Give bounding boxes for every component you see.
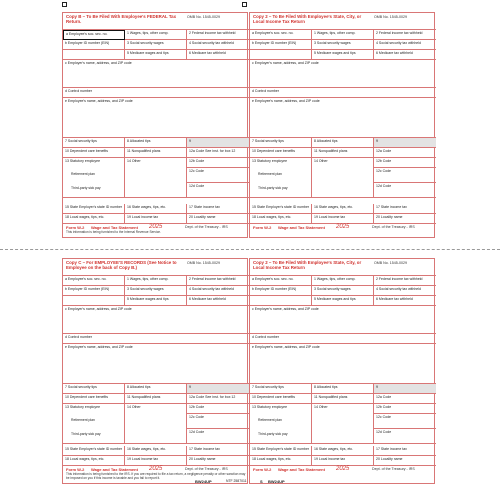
box-17[interactable]: 17 State income tax [187, 446, 249, 456]
box-9: 9 [187, 138, 249, 148]
box-11[interactable]: 11 Nonqualified plans [312, 394, 374, 404]
copy-title: Copy B – To Be Filed With Employee's FEDERAL Tax Return. [66, 14, 177, 24]
alignment-square-left [62, 2, 67, 7]
box-12d[interactable]: 12d Code [374, 183, 436, 198]
tax-year: 2025 [336, 466, 350, 472]
box-5[interactable]: 5 Medicare wages and tips [125, 296, 187, 306]
third-party-sick-pay-label: Third-party sick pay [71, 432, 101, 436]
box-2[interactable]: 2 Federal income tax withheld [187, 30, 249, 40]
box-14[interactable]: 14 Other [312, 158, 374, 198]
box-11[interactable]: 11 Nonqualified plans [125, 394, 187, 404]
form-number: Form W-2 [253, 467, 272, 472]
box-4[interactable]: 4 Social security tax withheld [187, 286, 249, 296]
box-5[interactable]: 5 Medicare wages and tips [312, 50, 374, 60]
alignment-square-right [242, 2, 247, 7]
box-9: 9 [374, 384, 436, 394]
box-2[interactable]: 2 Federal income tax withheld [374, 276, 436, 286]
box-1[interactable]: 1 Wages, tips, other comp. [312, 30, 374, 40]
form-name: Wage and Tax Statement [278, 225, 325, 230]
box-15[interactable]: 15 State Employer's state ID number [63, 204, 125, 214]
box-a[interactable]: a Employee's soc. sec. no. [250, 276, 312, 286]
box-17[interactable]: 17 State income tax [187, 204, 249, 214]
copy-title: Copy C – For EMPLOYEE'S RECORDS (See Notice to Employee on the back of Copy B.) [66, 260, 177, 270]
box-13[interactable]: 13 Statutory employee Retirement plan Third-party sick pay [250, 404, 312, 444]
box-9: 9 [374, 138, 436, 148]
form-name: Wage and Tax Statement [278, 467, 325, 472]
box-1[interactable]: 1 Wages, tips, other comp. [125, 276, 187, 286]
form-footer [250, 224, 436, 239]
box-12a[interactable]: 12a Code [374, 148, 436, 158]
form-number: Form W-2 [66, 467, 85, 472]
box-8[interactable]: 8 Allocated tips [312, 138, 374, 148]
box-e[interactable]: e Employee's name, address, and ZIP code [250, 344, 436, 384]
box-12b[interactable]: 12b Code [187, 158, 249, 168]
box-e[interactable]: e Employee's name, address, and ZIP code [63, 98, 249, 138]
box-20[interactable]: 20 Locality name [374, 214, 436, 224]
box-17[interactable]: 17 State income tax [374, 204, 436, 214]
box-10[interactable]: 10 Dependent care benefits [250, 148, 312, 158]
box-12b[interactable]: 12b Code [374, 404, 436, 414]
box-b[interactable]: b Employer ID number (EIN) [250, 286, 312, 296]
box-14[interactable]: 14 Other [125, 404, 187, 444]
box-d[interactable]: d Control number [63, 334, 249, 344]
box-20[interactable]: 20 Locality name [187, 214, 249, 224]
box-c-start[interactable] [63, 296, 125, 306]
box-11[interactable]: 11 Nonqualified plans [312, 148, 374, 158]
box-6[interactable]: 6 Medicare tax withheld [187, 296, 249, 306]
box-12a[interactable]: 12a Code [374, 394, 436, 404]
box-16[interactable]: 16 State wages, tips, etc. [125, 446, 187, 456]
box-16[interactable]: 16 State wages, tips, etc. [312, 446, 374, 456]
box-4[interactable]: 4 Social security tax withheld [187, 40, 249, 50]
form-name: Wage and Tax Statement [91, 467, 138, 472]
box-c-start[interactable] [250, 50, 312, 60]
box-8[interactable]: 8 Allocated tips [125, 138, 187, 148]
box-1[interactable]: 1 Wages, tips, other comp. [312, 276, 374, 286]
box-13[interactable]: 13 Statutory employee Retirement plan Third-party sick pay [63, 404, 125, 444]
box-d[interactable]: d Control number [250, 334, 436, 344]
box-12c[interactable]: 12c Code [187, 168, 249, 183]
box-11[interactable]: 11 Nonqualified plans [125, 148, 187, 158]
omb-number: OMB No. 1545-0029 [374, 15, 407, 19]
box-b[interactable]: b Employer ID number (EIN) [63, 40, 125, 50]
box-10[interactable]: 10 Dependent care benefits [63, 394, 125, 404]
box-7[interactable]: 7 Social security tips [250, 138, 312, 148]
copy-note: This information is being furnished to the IRS. If you are required to file a tax return, a negligence penalty or other sanction may be imposed on you if this income is taxable and you fail to report it. [66, 472, 246, 480]
tax-year: 2025 [336, 224, 350, 230]
omb-number: OMB No. 1545-0029 [187, 261, 220, 265]
form-copy-2-top [249, 12, 435, 238]
box-c[interactable]: c Employer's name, address, and ZIP code [63, 306, 249, 334]
form-footer [63, 466, 249, 485]
box-15[interactable]: 15 State Employer's state ID number [63, 446, 125, 456]
tax-year: 2025 [149, 466, 163, 472]
copy-note: This information is being furnished to the Internal Revenue Service. [66, 230, 161, 234]
box-19[interactable]: 19 Local income tax [312, 214, 374, 224]
box-9: 9 [187, 384, 249, 394]
box-20[interactable]: 20 Locality name [374, 456, 436, 466]
form-header [250, 13, 436, 30]
dept-label: Dept. of the Treasury - IRS [372, 225, 415, 229]
box-12b[interactable]: 12b Code [374, 158, 436, 168]
box-4[interactable]: 4 Social security tax withheld [374, 286, 436, 296]
box-12d[interactable]: 12d Code [187, 429, 249, 444]
dept-label: Dept. of the Treasury - IRS [372, 467, 415, 471]
box-a[interactable]: a Employee's soc. sec. no. [63, 30, 125, 40]
box-b[interactable]: b Employer ID number (EIN) [250, 40, 312, 50]
retirement-plan-label: Retirement plan [71, 172, 95, 176]
box-18[interactable]: 18 Local wages, tips, etc. [250, 456, 312, 466]
form-header [63, 13, 249, 30]
third-party-sick-pay-label: Third-party sick pay [258, 186, 288, 190]
box-20[interactable]: 20 Locality name [187, 456, 249, 466]
box-c[interactable]: c Employer's name, address, and ZIP code [250, 60, 436, 88]
retirement-plan-label: Retirement plan [258, 418, 282, 422]
box-12a[interactable]: 12a Code See inst. for box 12 [187, 148, 249, 158]
box-7[interactable]: 7 Social security tips [63, 384, 125, 394]
box-c[interactable]: c Employer's name, address, and ZIP code [63, 60, 249, 88]
box-10[interactable]: 10 Dependent care benefits [250, 394, 312, 404]
box-a[interactable]: a Employee's soc. sec. no. [63, 276, 125, 286]
dept-label: Dept. of the Treasury - IRS [185, 225, 228, 229]
box-b[interactable]: b Employer ID number (EIN) [63, 286, 125, 296]
box-12c[interactable]: 12c Code [187, 414, 249, 429]
box-15[interactable]: 15 State Employer's state ID number [250, 204, 312, 214]
box-6[interactable]: 6 Medicare tax withheld [374, 50, 436, 60]
box-e[interactable]: e Employee's name, address, and ZIP code [63, 344, 249, 384]
box-d[interactable]: d Control number [250, 88, 436, 98]
product-code-right: BW24UP [268, 479, 285, 484]
box-6[interactable]: 6 Medicare tax withheld [187, 50, 249, 60]
box-c-start[interactable] [250, 296, 312, 306]
box-3[interactable]: 3 Social security wages [312, 40, 374, 50]
box-3[interactable]: 3 Social security wages [125, 40, 187, 50]
horizontal-perforation [0, 249, 500, 250]
form-header [63, 259, 249, 276]
box-c-start[interactable] [63, 50, 125, 60]
box-14[interactable]: 14 Other [312, 404, 374, 444]
third-party-sick-pay-label: Third-party sick pay [258, 432, 288, 436]
box-2[interactable]: 2 Federal income tax withheld [187, 276, 249, 286]
box-12c[interactable]: 12c Code [374, 414, 436, 429]
box-5[interactable]: 5 Medicare wages and tips [125, 50, 187, 60]
box-10[interactable]: 10 Dependent care benefits [63, 148, 125, 158]
box-d[interactable]: d Control number [63, 88, 249, 98]
box-18[interactable]: 18 Local wages, tips, etc. [63, 456, 125, 466]
box-15[interactable]: 15 State Employer's state ID number [250, 446, 312, 456]
form-footer [63, 224, 249, 239]
box-7[interactable]: 7 Social security tips [63, 138, 125, 148]
form-number: Form W-2 [253, 225, 272, 230]
retirement-plan-label: Retirement plan [258, 172, 282, 176]
third-party-sick-pay-label: Third-party sick pay [71, 186, 101, 190]
product-number: NTF 2587011 [226, 479, 247, 483]
omb-number: OMB No. 1545-0029 [187, 15, 220, 19]
omb-number: OMB No. 1545-0029 [374, 261, 407, 265]
box-12d[interactable]: 12d Code [374, 429, 436, 444]
tax-year: 2025 [149, 224, 163, 230]
form-header [250, 259, 436, 276]
box-14[interactable]: 14 Other [125, 158, 187, 198]
copy-title: Copy 2 – To Be Filed With Employee's State, City, or Local Income Tax Return [253, 260, 362, 270]
box-13[interactable]: 13 Statutory employee Retirement plan Third-party sick pay [63, 158, 125, 198]
box-2[interactable]: 2 Federal income tax withheld [374, 30, 436, 40]
form-copy-c [62, 258, 248, 484]
box-17[interactable]: 17 State income tax [374, 446, 436, 456]
box-5[interactable]: 5 Medicare wages and tips [312, 296, 374, 306]
form-number: Form W-2 [66, 225, 85, 230]
box-3[interactable]: 3 Social security wages [312, 286, 374, 296]
form-copy-2-bottom [249, 258, 435, 484]
dept-label: Dept. of the Treasury - IRS [185, 467, 228, 471]
box-4[interactable]: 4 Social security tax withheld [374, 40, 436, 50]
box-8[interactable]: 8 Allocated tips [312, 384, 374, 394]
box-19[interactable]: 19 Local income tax [312, 456, 374, 466]
box-12b[interactable]: 12b Code [187, 404, 249, 414]
form-name: Wage and Tax Statement [91, 225, 138, 230]
copy-title: Copy 2 – To Be Filed With Employee's State, City, or Local Income Tax Return [253, 14, 362, 24]
form-copy-b [62, 12, 248, 238]
box-18[interactable]: 18 Local wages, tips, etc. [250, 214, 312, 224]
box-a[interactable]: a Employee's soc. sec. no. [250, 30, 312, 40]
box-8[interactable]: 8 Allocated tips [125, 384, 187, 394]
box-7[interactable]: 7 Social security tips [250, 384, 312, 394]
product-s-marker: S [260, 479, 263, 484]
box-c[interactable]: c Employer's name, address, and ZIP code [250, 306, 436, 334]
box-1[interactable]: 1 Wages, tips, other comp. [125, 30, 187, 40]
box-18[interactable]: 18 Local wages, tips, etc. [63, 214, 125, 224]
box-13[interactable]: 13 Statutory employee Retirement plan Third-party sick pay [250, 158, 312, 198]
box-19[interactable]: 19 Local income tax [125, 456, 187, 466]
retirement-plan-label: Retirement plan [71, 418, 95, 422]
box-12a[interactable]: 12a Code See inst. for box 12 [187, 394, 249, 404]
box-16[interactable]: 16 State wages, tips, etc. [312, 204, 374, 214]
box-12d[interactable]: 12d Code [187, 183, 249, 198]
box-3[interactable]: 3 Social security wages [125, 286, 187, 296]
box-6[interactable]: 6 Medicare tax withheld [374, 296, 436, 306]
box-16[interactable]: 16 State wages, tips, etc. [125, 204, 187, 214]
box-12c[interactable]: 12c Code [374, 168, 436, 183]
product-code-left: BW24UP [195, 479, 212, 484]
box-e[interactable]: e Employee's name, address, and ZIP code [250, 98, 436, 138]
box-19[interactable]: 19 Local income tax [125, 214, 187, 224]
